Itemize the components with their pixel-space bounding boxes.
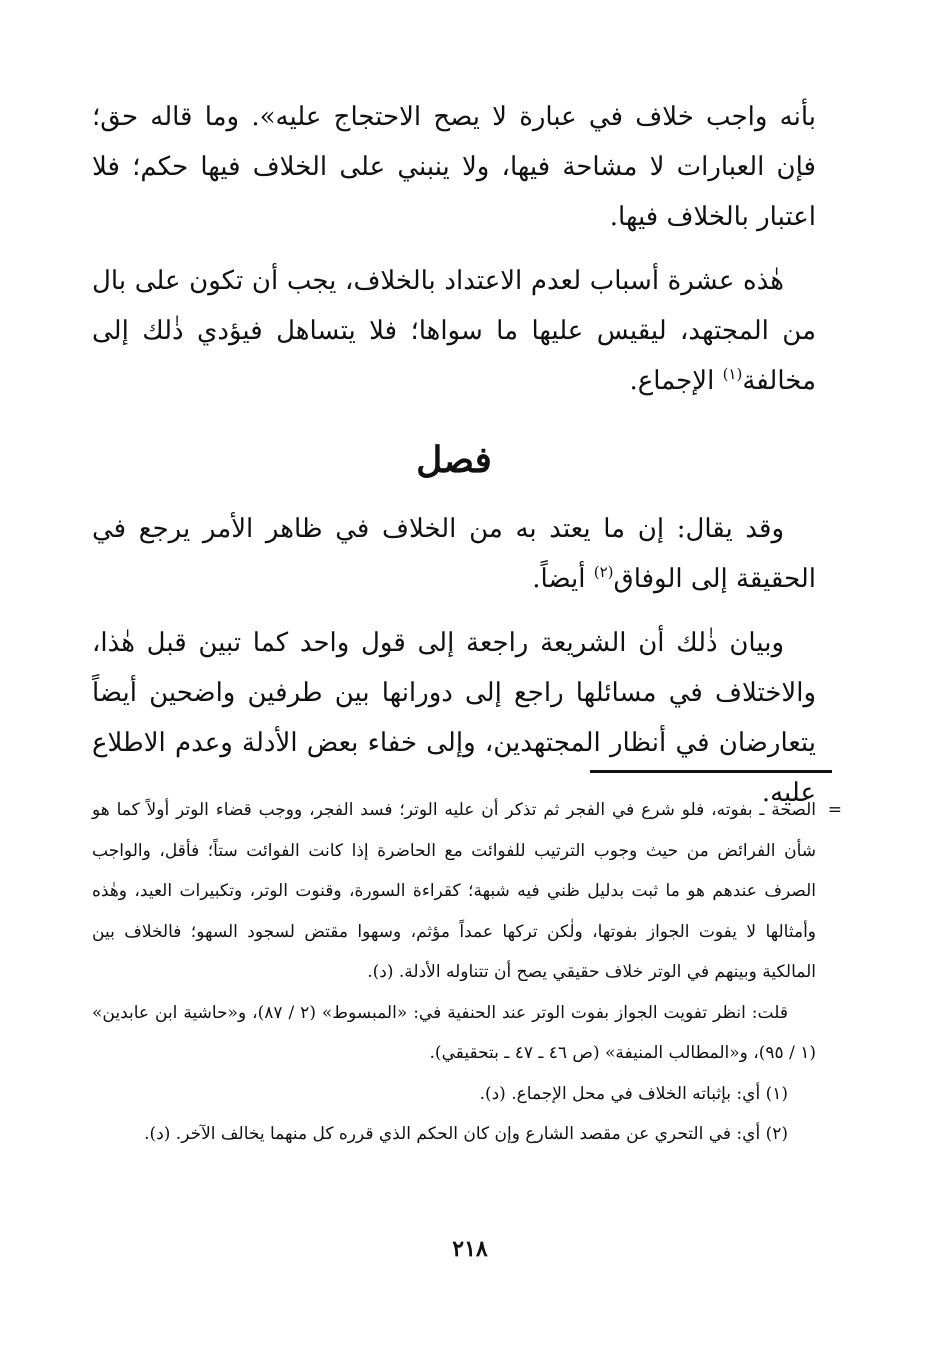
footnote-continuation bbox=[92, 790, 842, 993]
paragraph-3-text: وقد يقال: إن ما يعتد به من الخلاف في ظاهر الأمر يرجع في الحقيقة إلى الوفاق bbox=[92, 514, 816, 594]
footnotes bbox=[92, 790, 842, 1155]
footnote-continuation-text: الصحة ـ بفوته، فلو شرع في الفجر ثم تذكر أن عليه الوتر؛ فسد الفجر، ووجب قضاء الوتر أولاً كما هو شأن الفرائض من حيث وجوب الترتيب للفوائت مع الحاضرة إذا كانت الفوائت ستاً؛ فأقل، والواجب الصرف عندهم هو ما ثبت بدليل ظني فيه شبهة؛ كقراءة السورة، وقنوت الوتر، وتكبيرات العيد، وهٰذه وأمثالها لا يفوت الجواز بفوتها، ولٰكن تركها عمداً مؤثم، وسهوا مقتض لسجود السهو؛ فالخلاف بين المالكية وبينهم في الوتر خلاف حقيقي يصح أن تتناوله الأدلة. (د). bbox=[92, 800, 816, 982]
paragraph-4: وبيان ذٰلك أن الشريعة راجعة إلى قول واحد كما تبين قبل هٰذا، والاختلاف في مسائلها راجع إلى دورانها بين طرفين واضحين أيضاً يتعارضان في أنظار المجتهدين، وإلى خفاء بعض الأدلة وعدم الاطلاع عليه. bbox=[92, 628, 816, 808]
paragraph-1: بأنه واجب خلاف في عبارة لا يصح الاحتجاج عليه». وما قاله حق؛ فإن العبارات لا مشاحة فيها، ولا ينبني على الخلاف فيها حكم؛ فلا اعتبار بالخلاف فيها. bbox=[92, 102, 816, 232]
paragraph-2-text: هٰذه عشرة أسباب لعدم الاعتداد بالخلاف، يجب أن تكون على بال من المجتهد، ليقيس عليها ما سواها؛ فلا يتساهل فيؤدي ذٰلك إلى مخالفة bbox=[92, 266, 816, 396]
page-number: ٢١٨ bbox=[452, 1236, 488, 1262]
section-heading: فصل bbox=[416, 439, 492, 481]
footnote-2: (٢) أي: في التحري عن مقصد الشارع وإن كان الحكم الذي قرره كل منهما يخالف الآخر. (د). bbox=[144, 1124, 788, 1144]
footnote-separator bbox=[590, 770, 832, 773]
continuation-mark: = bbox=[827, 800, 842, 820]
paragraph-3-tail: أيضاً. bbox=[532, 564, 594, 594]
footnote-ref-2[interactable]: (٢) bbox=[593, 563, 614, 581]
editor-note: قلت: انظر تفويت الجواز بفوت الوتر عند الحنفية في: «المبسوط» (٢ / ٨٧)، و«حاشية ابن عابدين» (١ / ٩٥)، و«المطالب المنيفة» (ص ٤٦ ـ ٤٧ ـ بتحقيقي). bbox=[92, 1002, 816, 1063]
paragraph-2-tail: الإجماع. bbox=[629, 366, 723, 396]
footnote-ref-1[interactable]: (١) bbox=[722, 365, 743, 383]
footnote-1: (١) أي: بإثباته الخلاف في محل الإجماع. (د). bbox=[479, 1083, 788, 1104]
main-text bbox=[92, 92, 816, 818]
paragraph-3 bbox=[92, 504, 816, 604]
paragraph-2 bbox=[92, 256, 816, 406]
